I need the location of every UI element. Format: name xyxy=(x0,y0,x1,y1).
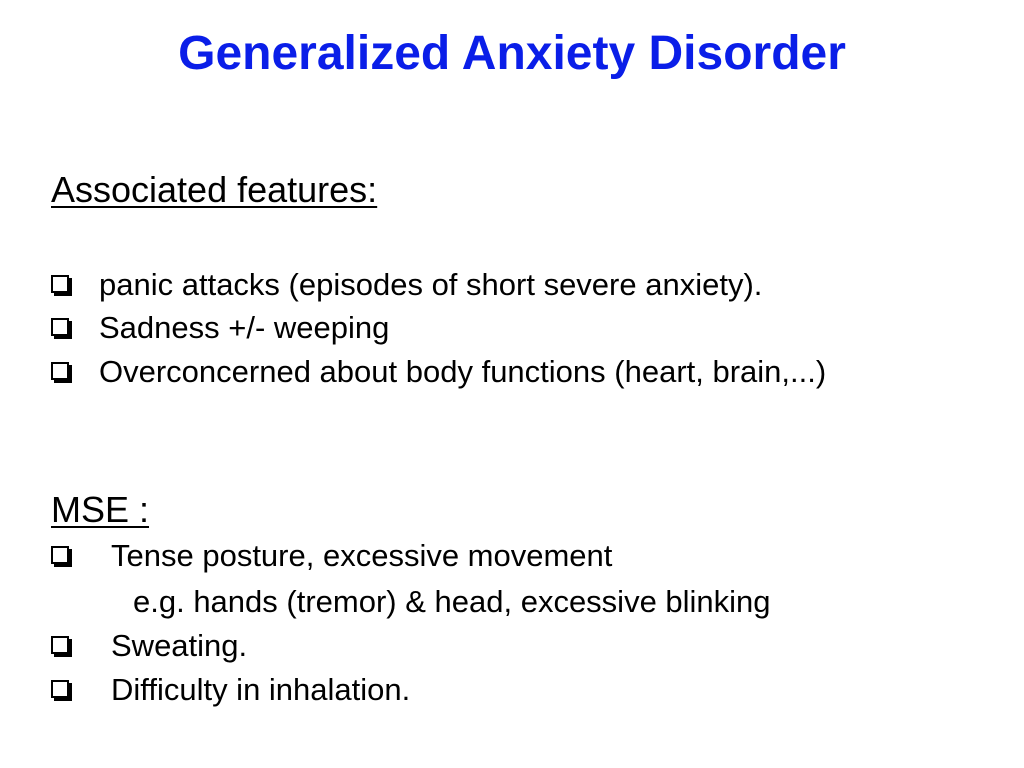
list-item xyxy=(51,626,247,666)
list-item xyxy=(51,352,826,392)
slide-title: Generalized Anxiety Disorder xyxy=(178,27,846,80)
bullet-text: Difficulty in inhalation. xyxy=(111,672,411,707)
bullet-text: Overconcerned about body functions (heart, brain,...) xyxy=(99,354,827,389)
checkbox-square-icon xyxy=(51,275,69,293)
section-heading-associated-features: Associated features: xyxy=(51,169,378,210)
list-item xyxy=(51,670,410,710)
checkbox-square-icon xyxy=(51,546,69,564)
checkbox-square-icon xyxy=(51,680,69,698)
bullet-text: panic attacks (episodes of short severe anxiety). xyxy=(99,267,763,302)
list-item xyxy=(51,308,389,348)
bullet-sub-line: e.g. hands (tremor) & head, excessive blinking xyxy=(133,584,771,619)
list-item xyxy=(51,536,612,576)
checkbox-square-icon xyxy=(51,636,69,654)
section-heading-mse: MSE : xyxy=(51,489,150,530)
bullet-text: Sadness +/- weeping xyxy=(99,310,390,345)
bullet-text: Sweating. xyxy=(111,628,248,663)
checkbox-square-icon xyxy=(51,362,69,380)
list-item xyxy=(51,265,762,305)
checkbox-square-icon xyxy=(51,318,69,336)
bullet-text: Tense posture, excessive movement xyxy=(111,538,613,573)
